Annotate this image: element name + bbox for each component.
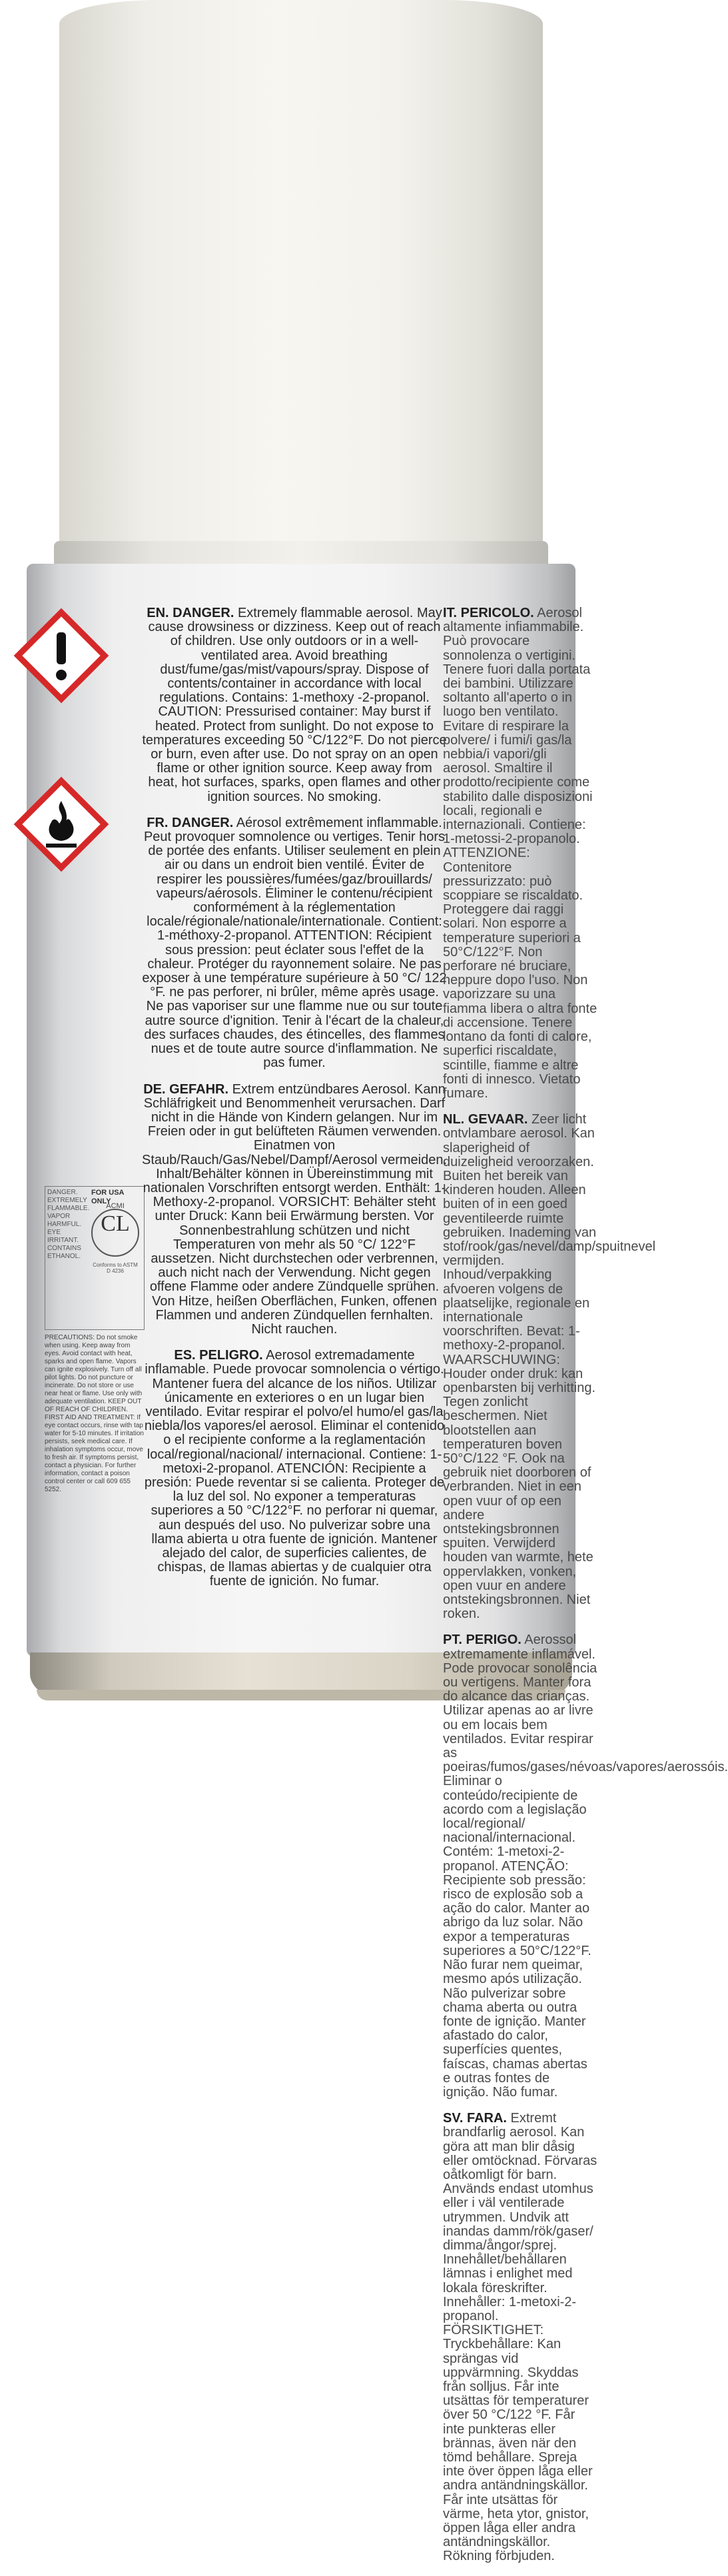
warning-section-nl: [443, 1112, 656, 1622]
warning-section-de: [142, 1083, 447, 1337]
warning-section-it: [443, 606, 597, 1101]
section-text: Extrem entzündbares Aerosol. Kann Schläfrigkeit und Benommenheit verursachen. Darf nicht in die Hände von Kindern gelangen. Nur im Freien oder in gut belüfteten Räumen verwenden. Einatmen von Staub/Rauch/Gas/Nebel/Dampf/Aerosol vermeiden. Inhalt/Behälter können in Übereinstimmung mit nationalen Vorschriften entsorgt werden. Enthält: 1-Methoxy-2-propanol. VORSICHT: Behälter steht unter Druck: Kann beii Erwärmung bersten. Vor Sonnenbestrahlung schützen und nicht Temperaturen von mehr als 50 °C/ 122°F aussetzen. Nicht durchstechen oder verbrennen, auch nicht nach der Verwendung. Nicht gegen offene Flamme oder andere Zündquelle sprühen. Von Hitze, heißen Oberflächen, Funken, offenen Flammen und anderen Zündquellen fernhalten. Nicht rauchen.: [142, 1081, 448, 1337]
section-heading: DE. GEFAHR.: [143, 1081, 229, 1097]
section-text: Aerosol extremadamente inflamable. Puede provocar somnolencia o vértigo. Mantener fuera del alcance de los niños. Utilizar únicamente en exteriores o en un lugar bien ventilado. Evitar respirar el polvo/el humo/el gas/la niebla/los vapores/el aerosol. Eliminar el contenido o el recipiente conforme a la reglamentación local/regional/nacional/ internacional. Contiene: 1-metoxi-2-propanol. ATENCIÓN: Recipiente a presión: Puede reventar si se calienta. Proteger de la luz del sol. No exponer a temperaturas superiores a 50 °C/122°F. no perforar ni quemar, aun después del uso. No pulverizar sobre una llama abierta u otra fuente de ignición. Mantener alejado del calor, de superficies calientes, de chispas, de llamas abiertas y de cualquier otra fuente de ignición. No fumar.: [144, 1348, 445, 1589]
section-heading: SV. FARA.: [443, 2111, 507, 2126]
section-text: Aérosol extrêmement inflammable. Peut provoquer somnolence ou vertiges. Tenir hors de portée des enfants. Utiliser seulement en plein air ou dans un endroit bien ventilé. Éviter de respirer les poussières/fumées/gaz/brouillards/ vapeurs/aérosols. Éliminer le contenu/récipient conformément à la réglementation locale/régionale/nationale/internationale. Contient: 1-méthoxy-2-propanol. ATTENTION: Récipient sous pression: peut éclater sous l'effet de la chaleur. Protéger du rayonnement solaire. Ne pas exposer à une température supérieure à 50 °C/ 122 °F. ne pas perforer, ni brûler, même après usage. Ne pas vaporiser sur une flamme nue ou sur toute autre source d'ignition. Tenir à l'écart de la chaleur, des surfaces chaudes, des étincelles, des flammes nues et de toute autre source d'inflammation. Ne pas fumer.: [142, 815, 447, 1071]
section-heading: NL. GEVAAR.: [443, 1112, 528, 1127]
exclamation-pictogram-icon: [15, 610, 107, 702]
warning-column-main: [142, 606, 447, 1601]
warning-section-pt: [443, 1632, 728, 2100]
flame-pictogram-icon: [15, 778, 107, 870]
warning-column-side: [443, 606, 728, 2576]
warning-section-fr: [142, 816, 447, 1071]
section-heading: FR. DANGER.: [147, 815, 234, 830]
spray-can: [10, 0, 728, 2564]
usa-label: [45, 1186, 145, 1493]
section-heading: PT. PERIGO.: [443, 1632, 522, 1648]
warning-section-es: [142, 1349, 447, 1589]
section-text: Extremely flammable aerosol. May cause drowsiness or dizziness. Keep out of reach of children. Use only outdoors or in a well-ventilated area. Avoid breathing dust/fume/gas/mist/vapours/spray. Dispose of contents/container in accordance with local regulations. Contains: 1-methoxy -2-propanol. CAUTION: Pressurised container: May burst if heated. Protect from sunlight. Do not expose to temperatures exceeding 50 °C/122°F. Do not pierce or burn, even after use. Do not spray on an open flame or other ignition source. Keep away from heat, hot surfaces, sparks, open flames and other ignition sources. No smoking.: [142, 606, 447, 804]
can-cap: [59, 0, 543, 566]
acmi-conforms-text: Conforms to ASTM D 4236: [93, 1262, 138, 1274]
usa-precautions-text: PRECAUTIONS: Do not smoke when using. Keep away from eyes. Avoid contact with heat, sparks and open flame. Vapors can ignite explosively. Turn off all pilot lights. Do not puncture or incinerate. Do not store or use near heat or flame. Use only with adequate ventilation. KEEP OUT OF REACH OF CHILDREN. FIRST AID AND TREATMENT: If eye contact occurs, rinse with tap water for 5-10 minutes. If irritation persists, seek medical care. If inhalation symptoms occur, move to fresh air. If symptoms persist, contact a physician. For further information, contact a poison control center or call 609 655 5252.: [45, 1334, 144, 1493]
warning-section-sv: [443, 2112, 597, 2564]
section-text: Aerosol altamente infiammabile. Può provocare sonnolenza o vertigini. Tenere fuori dalla portata dei bambini. Utilizzare soltanto all'aperto o in luogo ben ventilato. Evitare di respirare la polvere/ i fumi/i gas/la nebbia/i vapori/gli aerosol. Smaltire il prodotto/recipiente come stabilito dalle disposizioni locali, regionali e internazionali. Contiene: 1-metossi-2-propanolo. ATTENZIONE: Contenitore pressurizzato: può scoppiare se riscaldato. Proteggere dai raggi solari. Non esporre a temperature superiori a 50°C/122°F. Non perforare né bruciare, neppure dopo l'uso. Non vaporizzare su una fiamma libera o altra fonte di accensione. Tenere lontano da fonti di calore, superfici riscaldate, scintille, fiamme e altre fonti di innesco. Vietato fumare.: [443, 606, 597, 1101]
section-text: Zeer licht ontvlambare aerosol. Kan slaperigheid of duizeligheid veroorzaken. Buiten het bereik van kinderen houden. Alleen buiten of in een goed geventileerde ruimte gebruiken. Inademing van stof/rook/gas/nevel/damp/spuitnevel vermijden. Inhoud/verpakking afvoeren volgens de plaatselijke, regionale en internationale voorschriften. Bevat: 1-methoxy-2-propanol. WAARSCHUWING: Houder onder druk: kan openbarsten bij verhitting. Tegen zonlicht beschermen. Niet blootstellen aan temperaturen boven 50°C/122 °F. Ook na gebruik niet doorboren of verbranden. Niet in een open vuur of op een andere ontstekingsbronnen spuiten. Verwijderd houden van warmte, hete oppervlakken, vonken, open vuur en andere ontstekingsbronnen. Niet roken.: [443, 1112, 656, 1622]
warning-section-en: [142, 606, 447, 804]
acmi-top-text: ACMI: [106, 1202, 125, 1210]
usa-only-text: FOR USA ONLY: [91, 1189, 125, 1205]
acmi-seal-icon: [91, 1202, 139, 1282]
usa-danger-text: DANGER. EXTREMELY FLAMMABLE. VAPOR HARMFUL. EYE IRRITANT. CONTAINS ETHANOL.: [47, 1189, 90, 1260]
section-heading: EN. DANGER.: [147, 606, 234, 620]
section-text: Extremt brandfarlig aerosol. Kan göra att man blir dåsig eller omtöcknad. Förvaras oåtkomligt för barn. Används endast utomhus eller i väl ventilerade utrymmen. Undvik att inandas damm/rök/gaser/ dimma/ångor/sprej. Innehållet/behållaren lämnas i enlighet med lokala föreskrifter. Innehåller: 1-metoxi-2-propanol. FÖRSIKTIGHET: Tryckbehållare: Kan sprängas vid uppvärmning. Skyddas från solljus. Får inte utsättas för temperaturer över 50 °C/122 °F. Får inte punkteras eller brännas, även när den tömd behållare. Spreja inte över öppen låga eller andra antändningskällor. Får inte utsättas för värme, heta ytor, gnistor, öppen låga eller andra antändningskällor. Rökning förbjuden.: [443, 2111, 597, 2564]
section-heading: ES. PELIGRO.: [174, 1348, 263, 1363]
section-text: Aerossol extremamente inflamável. Pode provocar sonolência ou vertigens. Manter fora do alcance das crianças. Utilizar apenas ao ar livre ou em locais bem ventilados. Evitar respirar as poeiras/fumos/gases/névoas/vapores/aerossóis. Eliminar o conteúdo/recipiente de acordo com a legislação local/regional/ nacional/internacional. Contém: 1-metoxi-2-propanol. ATENÇÃO: Recipiente sob pressão: risco de explosão sob a ação do calor. Manter ao abrigo da luz solar. Não expor a temperaturas superiores a 50°C/122°F. Não furar nem queimar, mesmo após utilização. Não pulverizar sobre chama aberta ou outra fonte de ignição. Manter afastado do calor, superfícies quentes, faíscas, chamas abertas e outras fontes de ignição. Não fumar.: [443, 1632, 728, 2100]
acmi-mark: CL: [101, 1211, 130, 1236]
section-heading: IT. PERICOLO.: [443, 606, 534, 620]
